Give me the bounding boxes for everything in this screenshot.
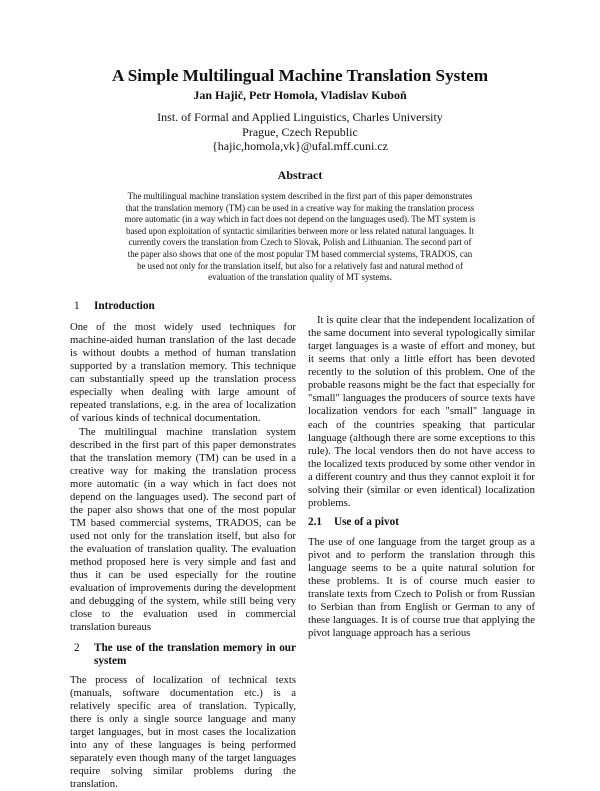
affiliation-block: [0, 110, 600, 154]
paragraph: It is quite clear that the independent localization of the same document into several typologically similar target languages is a waste of effort and money, but it seems that only a little effort has been devoted recently to the solution of this problem. One of the probable reasons might be the fact that especially for "small" languages the producers of source texts have localization vendors for each "small" language in each of the countries speaking that particular language (although there are some exceptions to this rule). The local vendors then do not have access to the localized texts produced by some other vendor in a different country and thus they cannot exploit it for solving their (similar or even identical) localization problems.: [308, 314, 535, 510]
paper-authors: Jan Hajič, Petr Homola, Vladislav Kuboň: [0, 88, 600, 103]
affiliation-institution: Inst. of Formal and Applied Linguistics, Charles University: [0, 110, 600, 125]
paper-title: A Simple Multilingual Machine Translation System: [0, 66, 600, 86]
abstract-line: more automatic (in a way which in fact does not depend on the languages used). The MT system is: [104, 214, 496, 226]
section-title: The use of the translation memory in our system: [94, 642, 296, 668]
left-column: [70, 320, 296, 791]
subsection-title: Use of a pivot: [334, 516, 399, 529]
abstract-body: [104, 191, 496, 284]
abstract-line: The multilingual machine translation system described in the first part of this paper demonstrates: [104, 191, 496, 203]
abstract-line: based upon exploitation of syntactic similarities between more or less related natural languages. It: [104, 226, 496, 238]
abstract-line: that the translation memory (TM) can be used in a creative way for making the translation process: [104, 203, 496, 215]
abstract-heading: Abstract: [0, 168, 600, 183]
paragraph: The process of localization of technical texts (manuals, software documentation etc.) is a relatively specific area of translation. Typically, there is only a single source language and many target languages, but in most cases the localization into any of these languages is being performed separately even though many of the target languages require solving similar problems during the translation.: [70, 674, 296, 791]
section-title: Introduction: [94, 300, 155, 313]
section-heading-introduction: [70, 300, 296, 313]
abstract-line: the paper also shows that one of the most popular TM based commercial systems, TRADOS, can: [104, 249, 496, 261]
section-number: 1: [70, 300, 94, 313]
section-heading-translation-memory: [70, 642, 296, 668]
affiliation-location: Prague, Czech Republic: [0, 125, 600, 140]
subsection-heading-pivot: [308, 516, 535, 529]
subsection-number: 2.1: [308, 516, 334, 529]
abstract-line: evaluation of the translation quality of MT systems.: [104, 272, 496, 284]
abstract-line: be used not only for the translation itself, but also for a relatively fast and natural method of: [104, 261, 496, 273]
paragraph: The use of one language from the target group as a pivot and to perform the translation through this language seems to be a quite natural solution for these problems. It is of course much easier to translate texts from Czech to Polish or from Russian to Serbian than from English or German to any of these languages. It is of course true that applying the pivot language approach has a serious: [308, 536, 535, 641]
section-number: 2: [70, 642, 94, 668]
abstract-line: currently covers the translation from Czech to Slovak, Polish and Lithuanian. The second part of: [104, 237, 496, 249]
paragraph: One of the most widely used techniques for machine-aided human translation of the last decade is without doubts a method of human translation supported by a translation memory. This technique can substantially speed up the translation process especially when dealing with large amount of repeated translations, e.g. in the area of localization of various kinds of technical documentation.: [70, 321, 296, 426]
right-column: [308, 314, 535, 640]
paragraph: The multilingual machine translation system described in the first part of this paper demonstrates that the translation memory (TM) can be used in a creative way for making the translation process more automatic (in a way which in fact does not depend on the languages used). The second part of the paper also shows that one of the most popular TM based commercial systems, TRADOS, can be used not only for the translation itself, but also for the evaluation of translation quality. The evaluation method proposed here is very simple and fast and thus it can be used especially for the routine evaluation of improvements during the development and debugging of the system, while still being very close to the evaluation used in commercial translation bureaus: [70, 426, 296, 635]
affiliation-emails: {hajic,homola,vk}@ufal.mff.cuni.cz: [0, 139, 600, 154]
